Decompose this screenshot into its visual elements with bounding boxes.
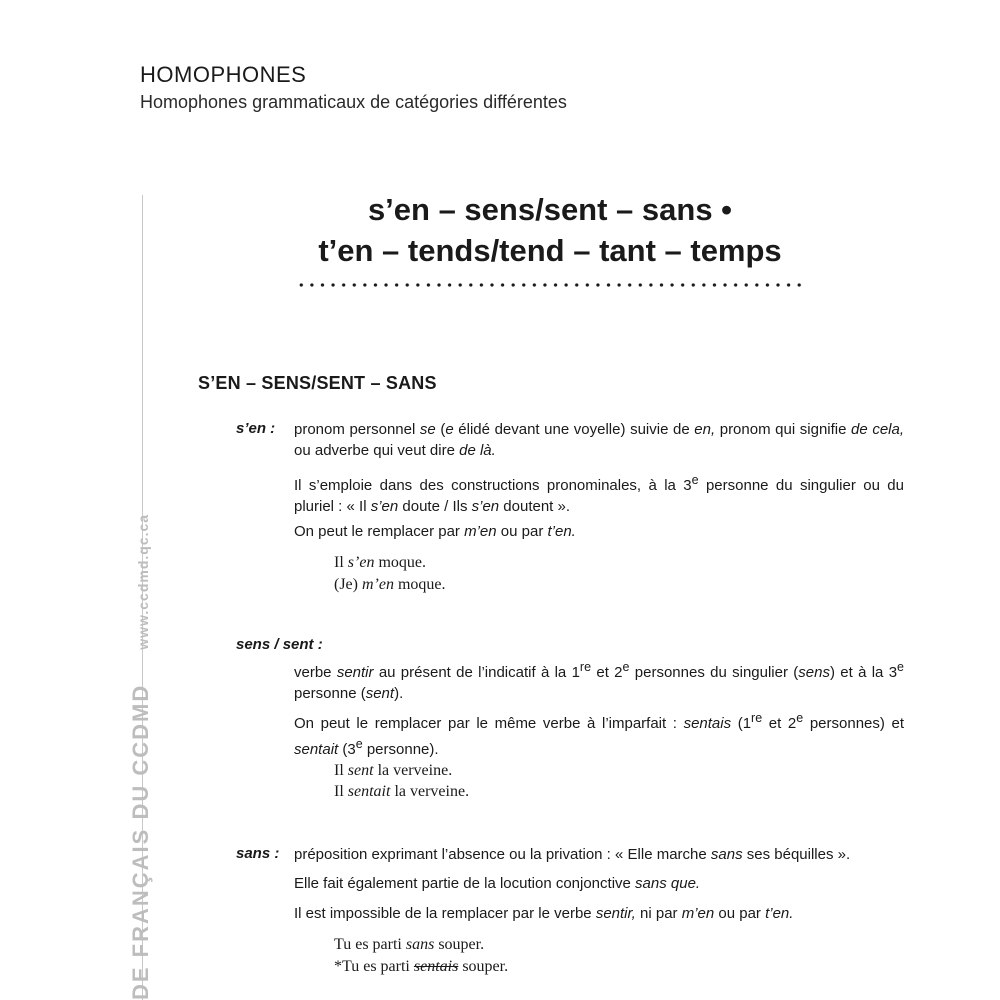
sen-replace: On peut le remplacer par m’en ou par t’en. xyxy=(294,523,576,540)
sen-usage: Il s’emploie dans des constructions pronominales, à la 3e personne du singulier ou du pluriel : « Il s’en doute / Ils s’en doutent ». xyxy=(294,473,904,515)
sans-locution: Elle fait également partie de la locution conjonctive sans que. xyxy=(294,875,701,892)
term-sans: sans : xyxy=(236,845,280,862)
side-url: www.ccdmd.qc.ca xyxy=(135,513,151,650)
sen-example-2: (Je) m’en moque. xyxy=(334,576,446,593)
sen-definition: pronom personnel se (e élidé devant une voyelle) suivie de en, pronom qui signifie de cela, ou adverbe qui veut dire de là. xyxy=(294,421,905,459)
dotted-rule xyxy=(296,283,804,287)
side-label-text: DE FRANÇAIS DU CCDMD xyxy=(128,683,153,1000)
term-sen: s’en : xyxy=(236,420,276,437)
sens-definition: verbe sentir au présent de l’indicatif à la 1re et 2e personnes du singulier (sens) et à la 3e personne (sent). xyxy=(294,660,904,702)
sen-example-1: Il s’en moque. xyxy=(334,554,426,571)
sans-example-2: *Tu es parti sentais souper. xyxy=(334,958,509,975)
main-title-line2: t’en – tends/tend – tant – temps xyxy=(318,233,782,268)
header-subtitle: Homophones grammaticaux de catégories différentes xyxy=(140,92,567,112)
sans-replace: Il est impossible de la remplacer par le verbe sentir, ni par m’en ou par t’en. xyxy=(294,905,794,922)
sens-example-2: Il sentait la verveine. xyxy=(334,783,470,800)
sens-example-1: Il sent la verveine. xyxy=(334,762,453,779)
sens-replace: On peut le remplacer par le même verbe à l’imparfait : sentais (1re et 2e personnes) et sentait (3e personne). xyxy=(294,711,904,758)
sans-definition: préposition exprimant l’absence ou la privation : « Elle marche sans ses béquilles ». xyxy=(294,846,851,863)
term-sens-sent: sens / sent : xyxy=(236,636,323,653)
side-label xyxy=(128,514,154,1000)
main-title-line1: s’en – sens/sent – sans • xyxy=(367,192,733,227)
sans-example-1: Tu es parti sans souper. xyxy=(334,936,485,953)
section-heading: S’EN – SENS/SENT – SANS xyxy=(198,373,437,393)
header-title: HOMOPHONES xyxy=(140,62,307,87)
